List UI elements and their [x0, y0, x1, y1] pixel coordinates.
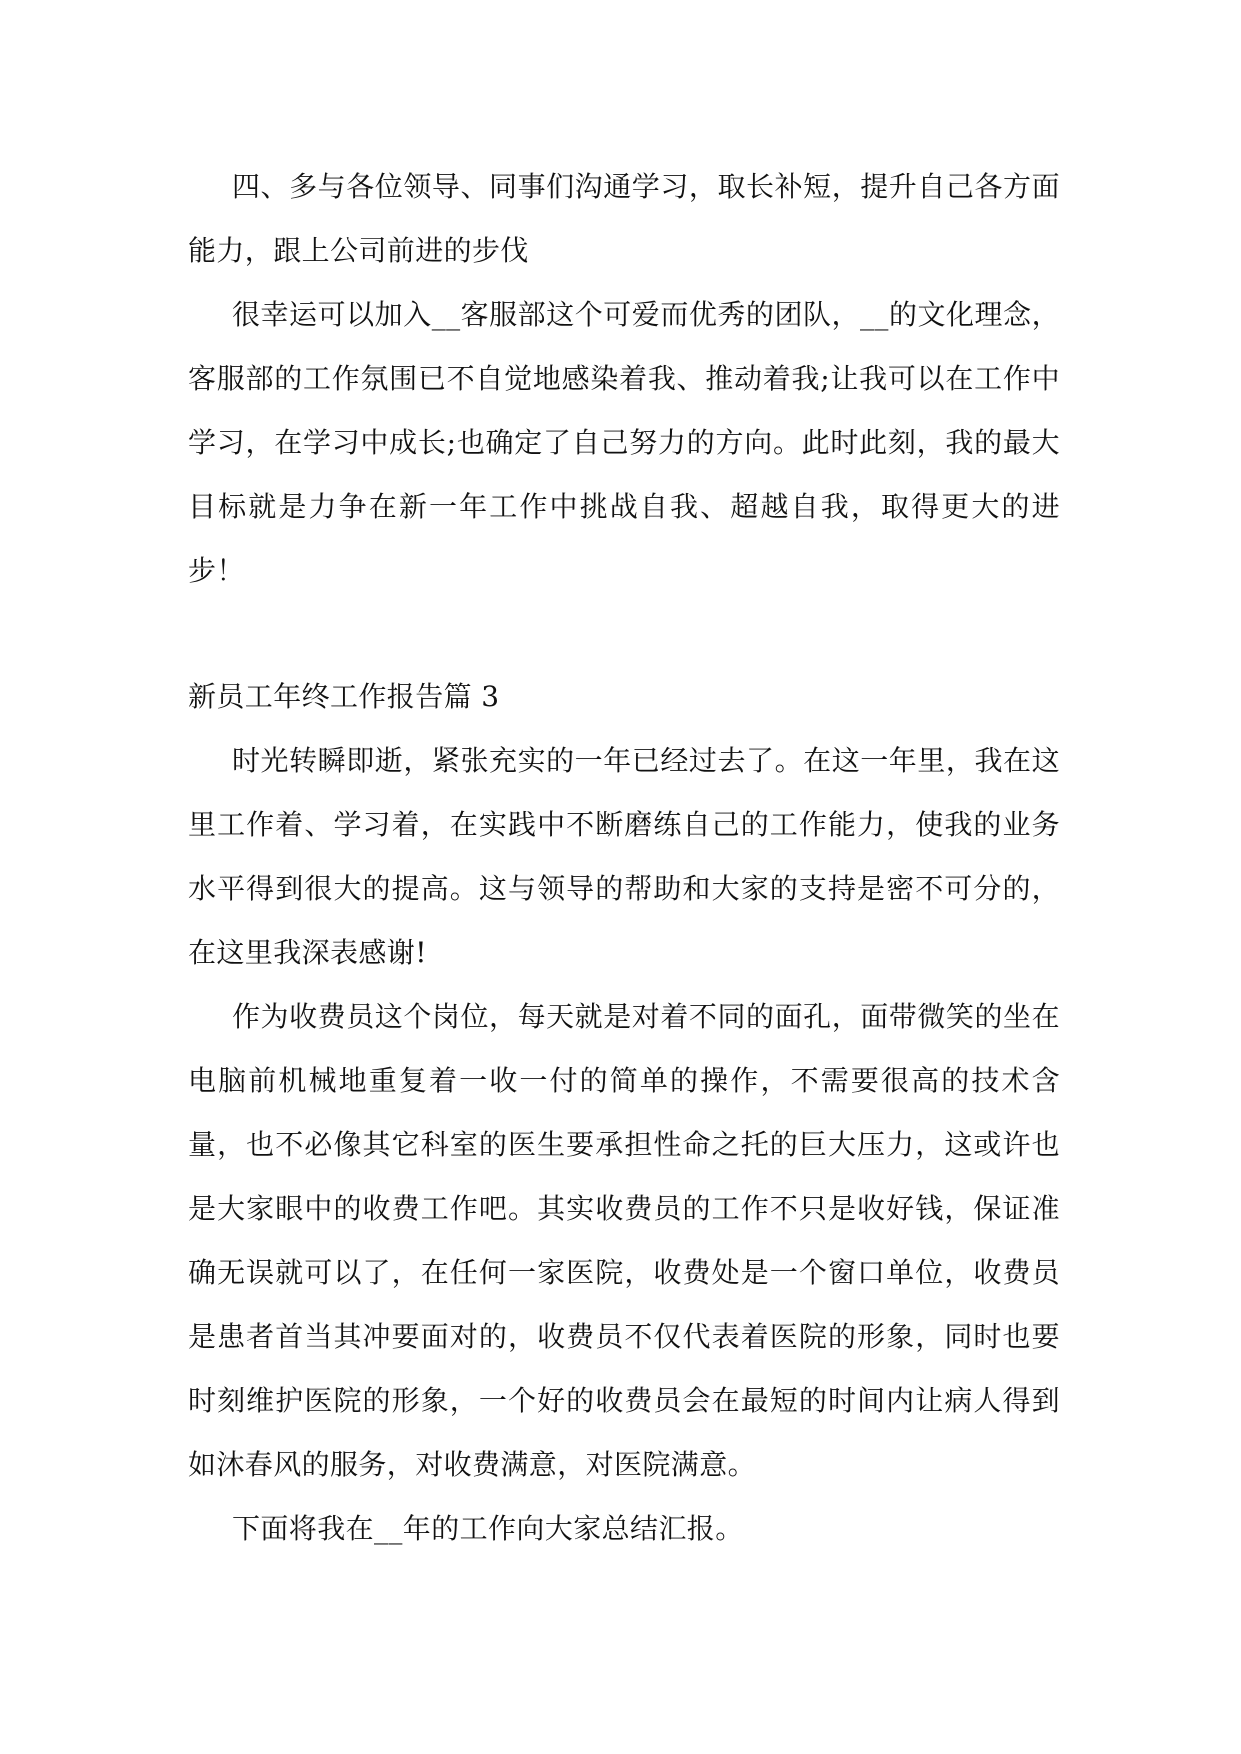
- section-title: 新员工年终工作报告篇 3: [188, 680, 500, 713]
- document-body: [188, 155, 1060, 1561]
- paragraph-cashier-role: 作为收费员这个岗位，每天就是对着不同的面孔，面带微笑的坐在电脑前机械地重复着一收一付的简单的操作，不需要很高的技术含量，也不必像其它科室的医生要承担性命之托的巨大压力，这或许也是大家眼中的收费工作吧。其实收费员的工作不只是收好钱，保证准确无误就可以了，在任何一家医院，收费处是一个窗口单位，收费员是患者首当其冲要面对的，收费员不仅代表着医院的形象，同时也要时刻维护医院的形象，一个好的收费员会在最短的时间内让病人得到如沐春风的服务，对收费满意，对医院满意。: [188, 1000, 1060, 1481]
- paragraph-time-flies: 时光转瞬即逝，紧张充实的一年已经过去了。在这一年里，我在这里工作着、学习着，在实践中不断磨练自己的工作能力，使我的业务水平得到很大的提高。这与领导的帮助和大家的支持是密不可分的，在这里我深表感谢!: [188, 744, 1060, 969]
- paragraph-lucky-join: 很幸运可以加入__客服部这个可爱而优秀的团队，__的文化理念，客服部的工作氛围已不自觉地感染着我、推动着我;让我可以在工作中学习，在学习中成长;也确定了自己努力的方向。此时此刻，我的最大目标就是力争在新一年工作中挑战自我、超越自我，取得更大的进步！: [188, 298, 1060, 587]
- paragraph-four-communicate: 四、多与各位领导、同事们沟通学习，取长补短，提升自己各方面能力，跟上公司前进的步伐: [188, 170, 1060, 267]
- paragraph-summary-intro: 下面将我在__年的工作向大家总结汇报。: [232, 1512, 744, 1545]
